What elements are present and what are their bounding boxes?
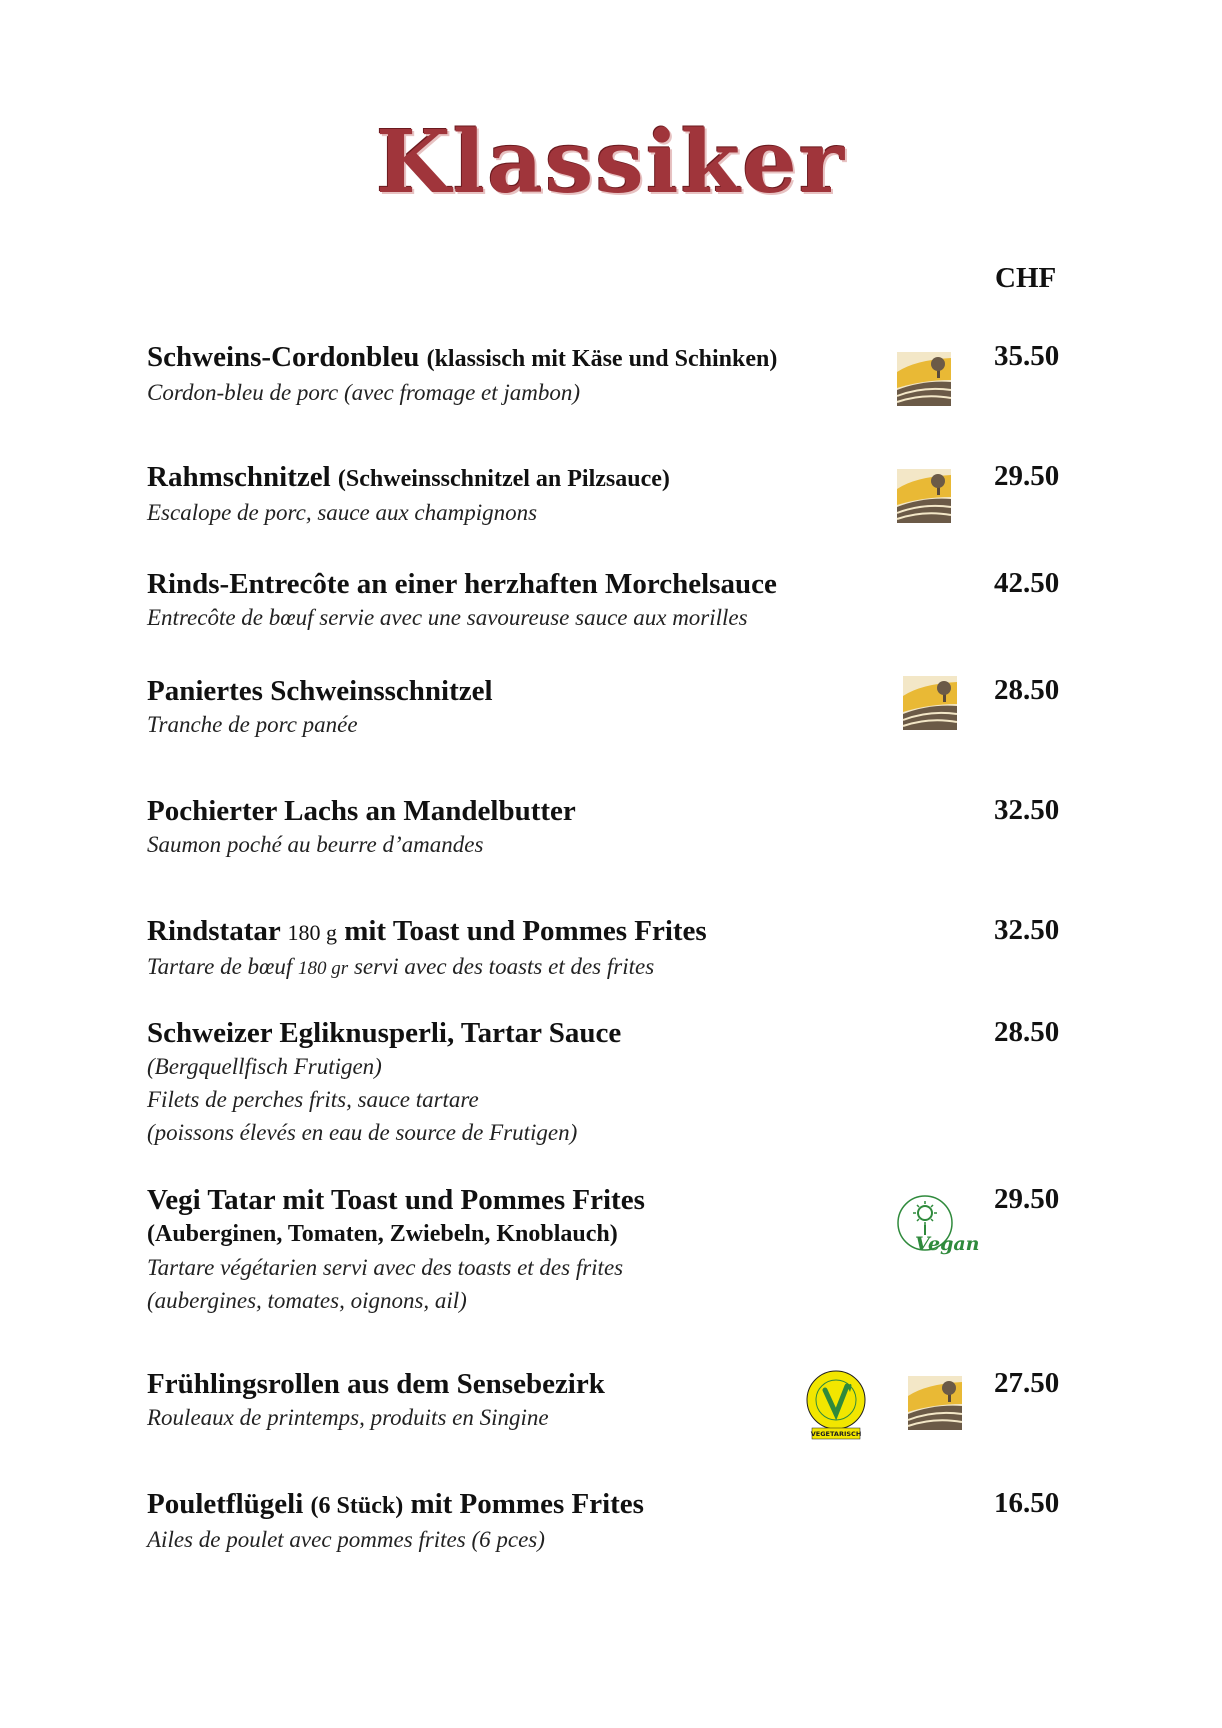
item-description-line: (aubergines, tomates, oignons, ail) [147, 1288, 467, 1313]
item-description-line: Filets de perches frits, sauce tartare [147, 1087, 479, 1112]
item-note: (Schweinsschnitzel an Pilzsauce) [337, 466, 670, 492]
item-name: Paniertes Schweinsschnitzel [147, 675, 493, 707]
farm-field-tree-icon [897, 352, 951, 406]
item-name: Rinds-Entrecôte an einer herzhaften Morchelsauce [147, 568, 777, 600]
menu-item [147, 1016, 997, 1149]
item-note: (klassisch mit Käse und Schinken) [426, 346, 778, 372]
item-description: Ailes de poulet avec pommes frites (6 pces) [147, 1527, 545, 1552]
menu-item [147, 567, 997, 634]
svg-text:VEGETARISCH: VEGETARISCH [810, 1430, 862, 1438]
item-description: Escalope de porc, sauce aux champignons [147, 500, 538, 525]
farm-field-tree-icon [908, 1376, 962, 1430]
item-name-cont: mit Toast und Pommes Frites [344, 915, 707, 947]
menu-item [147, 460, 997, 529]
item-description: Cordon-bleu de porc (avec fromage et jambon) [147, 380, 581, 405]
svg-text:Vegan: Vegan [915, 1233, 980, 1255]
item-description: Entrecôte de bœuf servie avec une savoureuse sauce aux morilles [147, 605, 748, 630]
farm-field-tree-icon [903, 676, 957, 730]
item-quantity: 180 g [287, 920, 337, 945]
item-price: 29.50 [994, 460, 1060, 492]
menu-item [147, 1367, 997, 1434]
item-price: 27.50 [994, 1367, 1060, 1399]
farm-field-tree-icon [897, 469, 951, 523]
item-description: Rouleaux de printemps, produits en Singine [147, 1405, 549, 1430]
item-name: Schweins-Cordonbleu [147, 341, 420, 373]
menu-item [147, 340, 997, 409]
item-description-line: Tartare végétarien servi avec des toasts et des frites [147, 1255, 624, 1280]
item-description: Tranche de porc panée [147, 712, 358, 737]
item-name: Pouletflügeli [147, 1488, 304, 1520]
item-description-line: (poissons élevés en eau de source de Frutigen) [147, 1120, 578, 1145]
menu-item [147, 794, 997, 861]
item-price: 32.50 [994, 914, 1060, 946]
vegan-sunflower-icon [893, 1193, 980, 1255]
currency-label: CHF [995, 262, 1057, 294]
menu-item [147, 1183, 997, 1317]
item-description: Saumon poché au beurre d’amandes [147, 832, 484, 857]
menu-item [147, 1487, 997, 1556]
item-description-cont: servi avec des toasts et des frites [353, 954, 655, 979]
item-name: Pochierter Lachs an Mandelbutter [147, 795, 576, 827]
item-name: Frühlingsrollen aus dem Sensebezirk [147, 1368, 605, 1400]
item-price: 32.50 [994, 794, 1060, 826]
item-price: 28.50 [994, 674, 1060, 706]
item-name: Schweizer Egliknusperli, Tartar Sauce [147, 1017, 622, 1049]
item-description-line: (Bergquellfisch Frutigen) [147, 1054, 382, 1079]
item-ingredients: (Auberginen, Tomaten, Zwiebeln, Knoblauch) [147, 1221, 618, 1247]
item-name: Vegi Tatar mit Toast und Pommes Frites [147, 1184, 645, 1216]
item-name: Rahmschnitzel [147, 461, 331, 493]
menu-title: Klassiker [375, 112, 847, 213]
item-name: Rindstatar [147, 915, 281, 947]
item-name-cont: mit Pommes Frites [410, 1488, 644, 1520]
item-price: 42.50 [994, 567, 1060, 599]
item-price: 28.50 [994, 1016, 1060, 1048]
menu-item [147, 674, 997, 741]
item-price: 16.50 [994, 1487, 1060, 1519]
item-note: (6 Stück) [310, 1493, 404, 1519]
menu-item [147, 914, 997, 985]
item-description: Tartare de bœuf [147, 954, 293, 979]
v-label-icon [804, 1370, 868, 1440]
item-price: 29.50 [994, 1183, 1060, 1215]
item-description-quantity: 180 gr [298, 958, 349, 979]
item-price: 35.50 [994, 340, 1060, 372]
